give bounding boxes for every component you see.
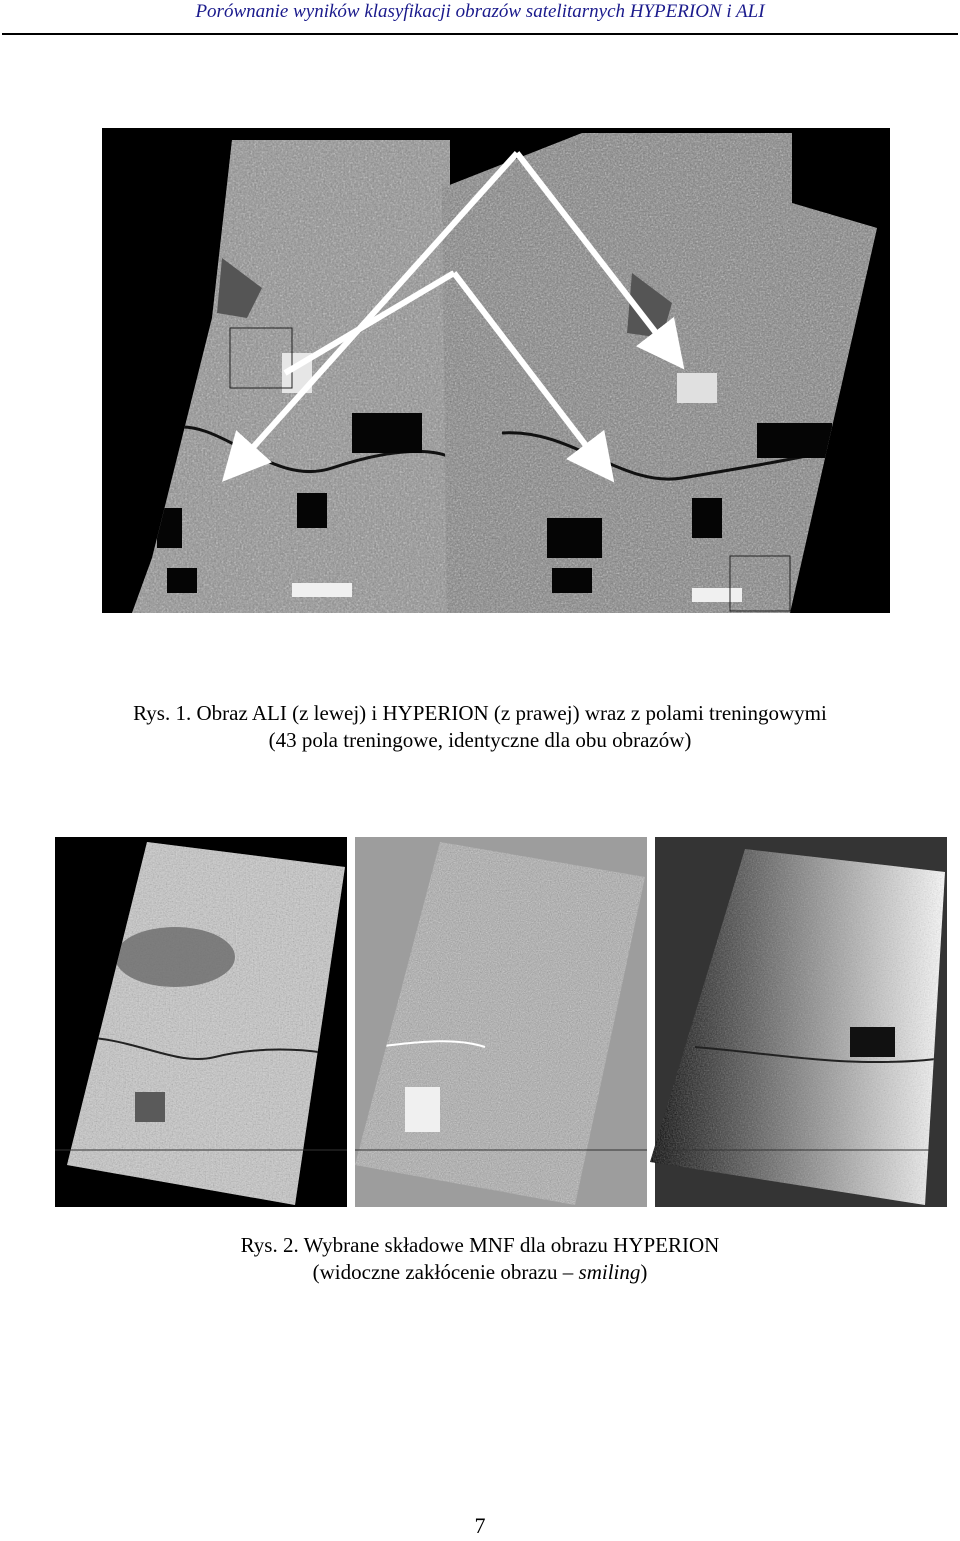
figure-1-caption: [0, 700, 960, 754]
header-rule: [2, 33, 958, 35]
figure-2-caption-line-2: [0, 1259, 960, 1286]
figure-2-caption-italic: smiling: [578, 1260, 641, 1284]
figure-2-caption-prefix: (widoczne zakłócenie obrazu –: [312, 1260, 579, 1284]
running-header: [0, 0, 960, 34]
mnf-panel-1: [55, 837, 347, 1207]
figure-1-satellite-images: [102, 128, 890, 613]
running-title: Porównanie wyników klasyfikacji obrazów satelitarnych HYPERION i ALI: [195, 1, 765, 22]
mnf-panel-2: [355, 837, 647, 1207]
page-number: [0, 1512, 960, 1540]
figure-2-graphic: [55, 837, 947, 1207]
figure-2-mnf-components: [55, 837, 947, 1207]
figure-1-caption-line-1: Rys. 1. Obraz ALI (z lewej) i HYPERION (z prawej) wraz z polami treningowymi: [133, 701, 827, 725]
figure-2-caption: [0, 1232, 960, 1286]
figure-1-caption-line-2: (43 pola treningowe, identyczne dla obu obrazów): [268, 728, 692, 752]
page-number-value: 7: [474, 1513, 486, 1538]
figure-1-graphic: [102, 128, 890, 613]
mnf-panel-3: [650, 837, 947, 1207]
figure-2-caption-suffix: ): [640, 1260, 648, 1284]
figure-2-caption-line-1: Rys. 2. Wybrane składowe MNF dla obrazu HYPERION: [240, 1233, 720, 1257]
